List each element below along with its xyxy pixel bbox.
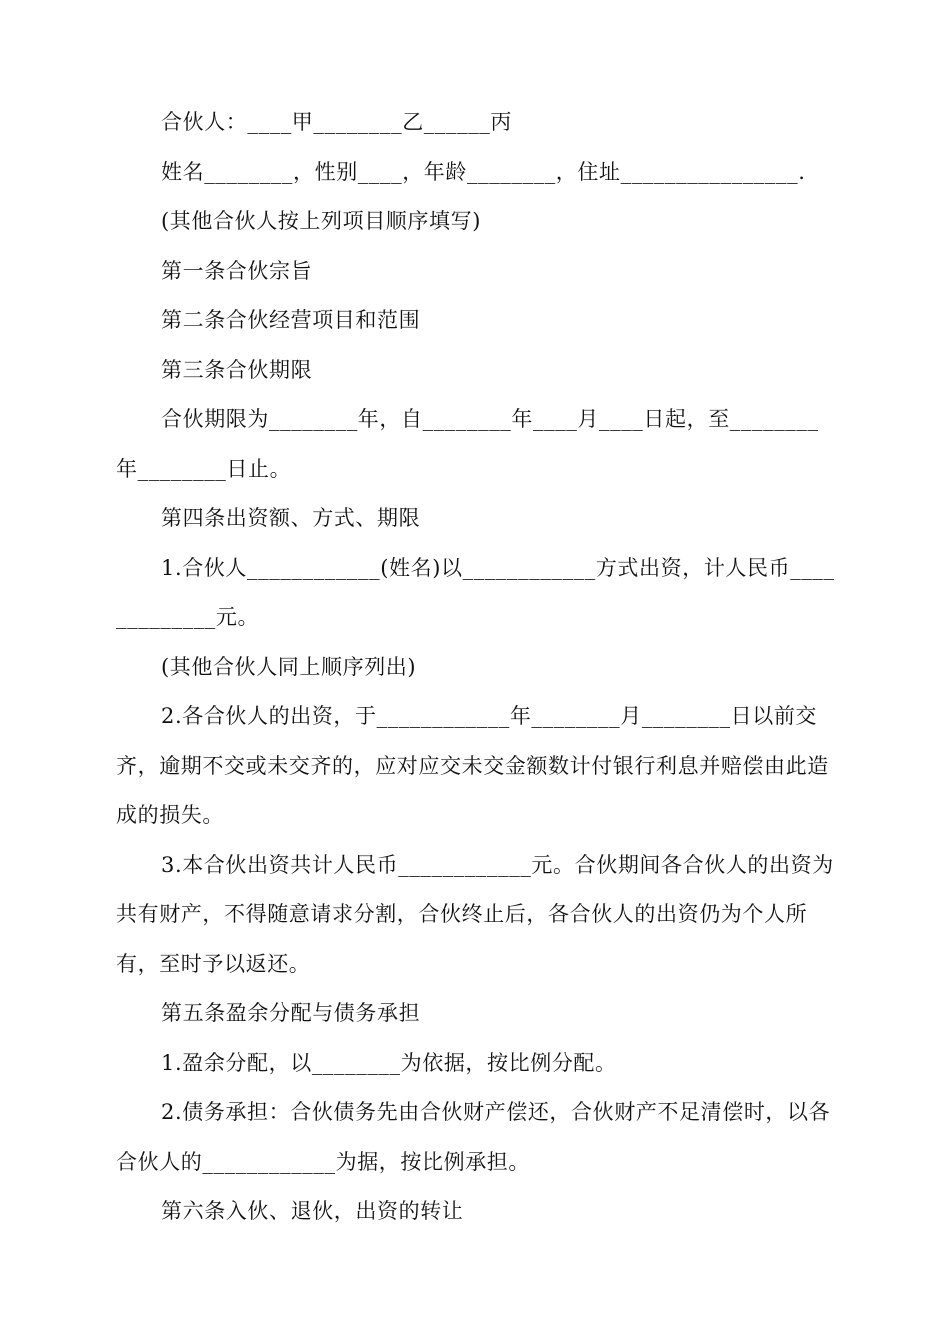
- article-4-item-1: 1.合伙人____________(姓名)以____________方式出资，计人民币_____________元。: [116, 555, 835, 629]
- document-body: [116, 98, 836, 1237]
- article-1-heading: 第一条合伙宗旨: [161, 258, 313, 283]
- article-3-heading: 第三条合伙期限: [161, 357, 313, 382]
- article-3-term: 合伙期限为________年，自________年____月____日起，至________年________日止。: [116, 407, 819, 481]
- article-5-item-2: 2.债务承担：合伙债务先由合伙财产偿还，合伙财产不足清偿时，以各合伙人的____________为据，按比例承担。: [116, 1100, 831, 1174]
- article-5-item-1: 1.盈余分配，以________为依据，按比例分配。: [161, 1050, 617, 1075]
- article-4-item-2: 2.各合伙人的出资，于____________年________月________日以前交齐，逾期不交或未交齐的，应对应交未交金额数计付银行利息并赔偿由此造成的损失。: [116, 704, 829, 827]
- partners-line: 合伙人：____甲________乙______丙: [161, 110, 512, 134]
- other-partners-note: (其他合伙人按上列项目顺序填写): [161, 209, 481, 233]
- other-partners-note-2: (其他合伙人同上顺序列出): [161, 654, 417, 679]
- article-5-heading: 第五条盈余分配与债务承担: [161, 1001, 421, 1025]
- article-2-heading: 第二条合伙经营项目和范围: [161, 308, 421, 332]
- personal-info-line: 姓名________，性别____，年龄________，住址________________.: [161, 159, 806, 184]
- article-6-heading: 第六条入伙、退伙，出资的转让: [161, 1199, 464, 1223]
- article-4-item-3: 3.本合伙出资共计人民币____________元。合伙期间各合伙人的出资为共有财产，不得随意请求分割，合伙终止后，各合伙人的出资仍为个人所有，至时予以返还。: [116, 852, 834, 976]
- article-4-heading: 第四条出资额、方式、期限: [161, 506, 421, 530]
